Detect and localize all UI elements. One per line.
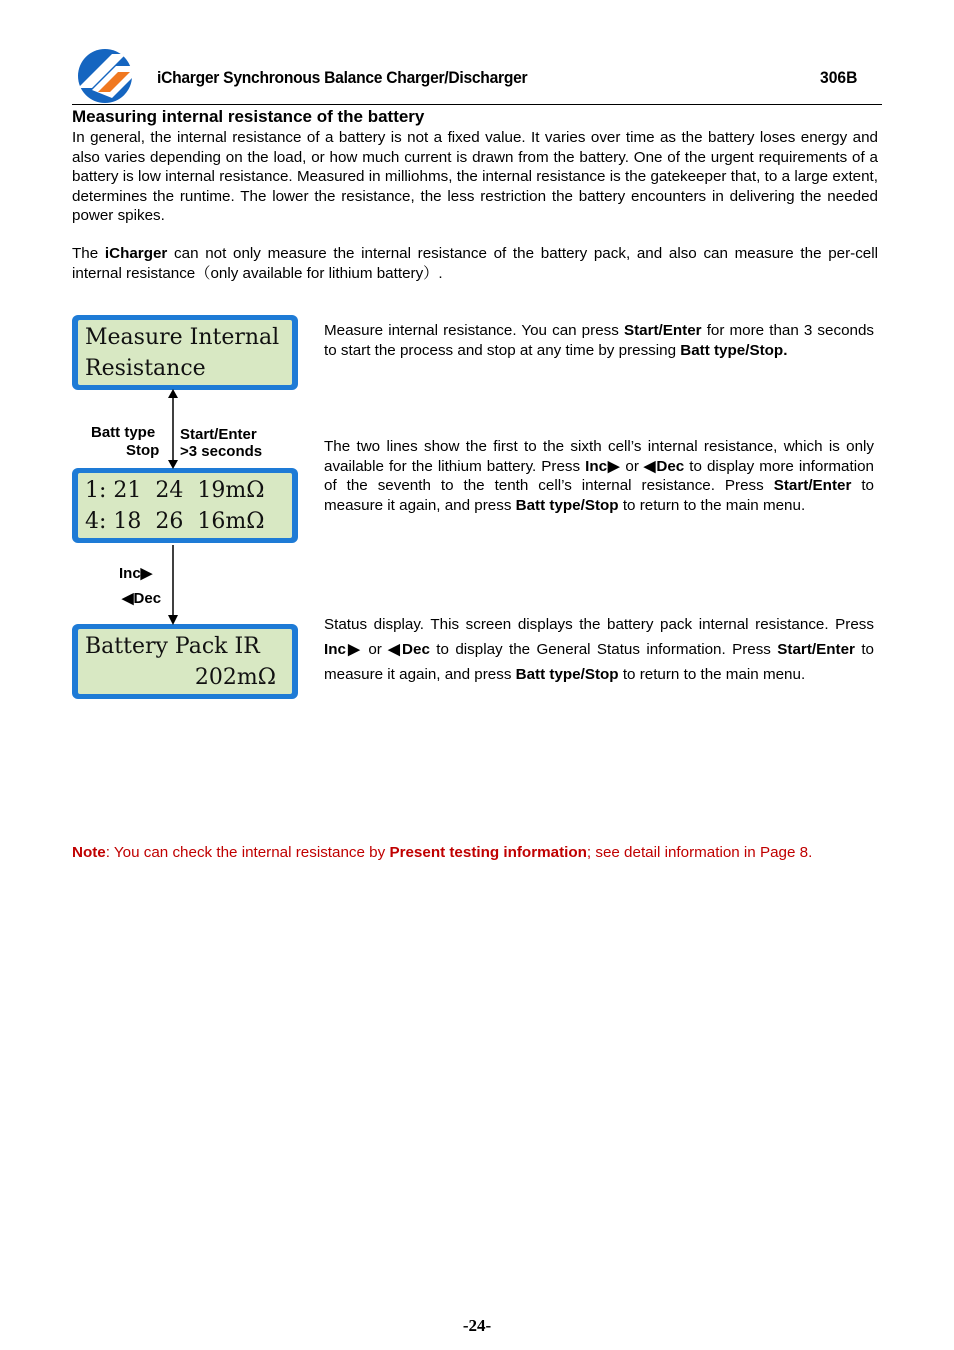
header-model: 306B [820,68,858,87]
lcd-line-1: Measure Internal [85,325,280,350]
page-number: -24- [462,1316,492,1335]
lcd-line-2: 202mΩ [194,665,276,690]
description-measure: Measure internal resistance. You can press Start/Enter for more than 3 seconds to start the process and stop at any time by pressing Batt type/Stop. [324,322,875,359]
label-3-seconds: >3 seconds [180,443,263,460]
icharger-paragraph: The iCharger can not only measure the internal resistance of the battery pack, and also can measure the per-cell internal resistance（only available for lithium battery）. [72,245,879,282]
down-arrow-icon [166,545,180,627]
note-text: Note: You can check the internal resistance by Present testing information; see detail information in Page 8. [72,844,813,861]
header-divider [72,104,882,105]
lcd-cell-resistance [72,468,298,543]
lcd-line-2: 4: 18 26 16mΩ [85,509,265,534]
lcd-line-2: Resistance [85,356,206,381]
lcd-battery-pack-ir [72,624,298,699]
lcd-line-1: Battery Pack IR [85,634,260,659]
label-stop: Stop [126,442,160,459]
section-heading: Measuring internal resistance of the battery [72,107,425,126]
label-inc: Inc▶ [119,565,153,582]
label-start-enter: Start/Enter [180,426,257,443]
brand-logo-icon [72,48,138,104]
label-batt-type: Batt type [91,424,156,441]
header-title: iCharger Synchronous Balance Charger/Discharger [157,68,528,87]
bidirectional-arrow-icon [166,388,180,470]
lcd-measure-internal-resistance [72,315,298,390]
label-dec: ◀Dec [122,590,162,607]
lcd-line-1: 1: 21 24 19mΩ [85,478,265,503]
intro-paragraph: In general, the internal resistance of a battery is not a fixed value. It varies over time as the battery loses energy and also varies depending on the load, or how much current is drawn from the battery. One of the urgent requirements of a battery is low internal resistance. Measured in milliohms, the internal resistance is the gatekeeper that, to a large extent, determines the runtime. The lower the resistance, the less restriction the battery encounters in delivering the needed power spikes. [72,129,878,224]
description-cell-resistance: The two lines show the first to the sixth cell’s internal resistance, which is only available for the lithium battery. Press Inc▶ or ◀Dec to display more information of the seventh to the tenth cell’s internal resistance. Press Start/Enter to measure it again, and press Batt type/Stop to return to the main menu. [324,438,875,514]
description-status: Status display. This screen displays the battery pack internal resistance. Press Inc▶ or ◀Dec to display the General Status information. Press Start/Enter to measure it again, and press Batt type/Stop to return to the main menu. [324,616,874,683]
